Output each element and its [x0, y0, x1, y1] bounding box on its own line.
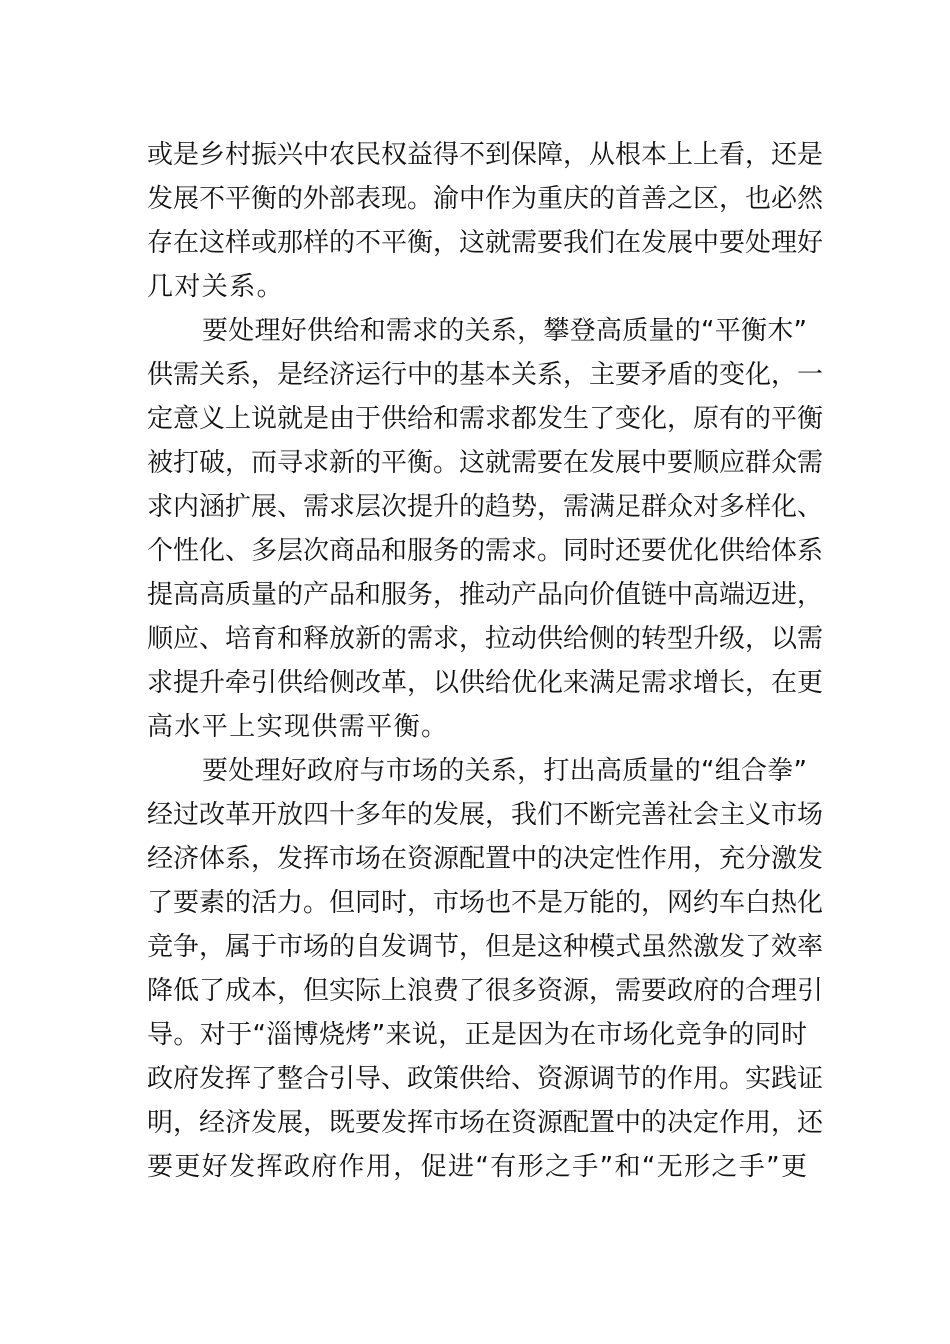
text-line: 被打破，而寻求新的平衡。这就需要在发展中要顺应群众需 — [147, 448, 824, 478]
text-line: 求提升牵引供给侧改革，以供给优化来满足需求增长，在更 — [147, 668, 824, 698]
paragraph-heading-line: 要处理好供给和需求的关系，攀登高质量的“平衡木” — [202, 316, 807, 346]
text-line: 个性化、多层次商品和服务的需求。同时还要优化供给体系 — [147, 536, 824, 566]
text-line: 几对关系。 — [147, 272, 285, 302]
paragraph-1 — [147, 133, 824, 309]
paragraph-supply-demand — [147, 309, 824, 749]
text-line: 政府发挥了整合引导、政策供给、资源调节的作用。实践证 — [147, 1064, 824, 1094]
text-line: 经过改革开放四十多年的发展，我们不断完善社会主义市场 — [147, 800, 824, 830]
document-page — [147, 133, 824, 1189]
paragraph-heading-line: 要处理好政府与市场的关系，打出高质量的“组合拳” — [202, 756, 807, 786]
text-line: 定意义上说就是由于供给和需求都发生了变化，原有的平衡 — [147, 404, 824, 434]
text-line: 提高高质量的产品和服务，推动产品向价值链中高端迈进， — [147, 580, 824, 610]
text-line: 竞争，属于市场的自发调节，但是这种模式虽然激发了效率 — [147, 932, 824, 962]
text-line: 导。对于“淄博烧烤”来说，正是因为在市场化竞争的同时 — [147, 1020, 807, 1050]
text-line: 要更好发挥政府作用，促进“有形之手”和“无形之手”更 — [147, 1152, 807, 1182]
text-line: 供需关系，是经济运行中的基本关系，主要矛盾的变化，一 — [147, 360, 824, 390]
text-line: 发展不平衡的外部表现。渝中作为重庆的首善之区，也必然 — [147, 184, 824, 214]
text-line: 顺应、培育和释放新的需求，拉动供给侧的转型升级，以需 — [147, 624, 824, 654]
text-line: 降低了成本，但实际上浪费了很多资源，需要政府的合理引 — [147, 976, 824, 1006]
text-line: 明，经济发展，既要发挥市场在资源配置中的决定作用，还 — [147, 1108, 824, 1138]
text-line: 了要素的活力。但同时，市场也不是万能的，网约车白热化 — [147, 888, 824, 918]
text-line: 或是乡村振兴中农民权益得不到保障，从根本上上看，还是 — [147, 140, 824, 170]
text-line: 高水平上实现供需平衡。 — [147, 712, 449, 742]
paragraph-government-market — [147, 749, 824, 1189]
text-line: 经济体系，发挥市场在资源配置中的决定性作用，充分激发 — [147, 844, 824, 874]
text-line: 求内涵扩展、需求层次提升的趋势，需满足群众对多样化、 — [147, 492, 824, 522]
text-line: 存在这样或那样的不平衡，这就需要我们在发展中要处理好 — [147, 228, 824, 258]
